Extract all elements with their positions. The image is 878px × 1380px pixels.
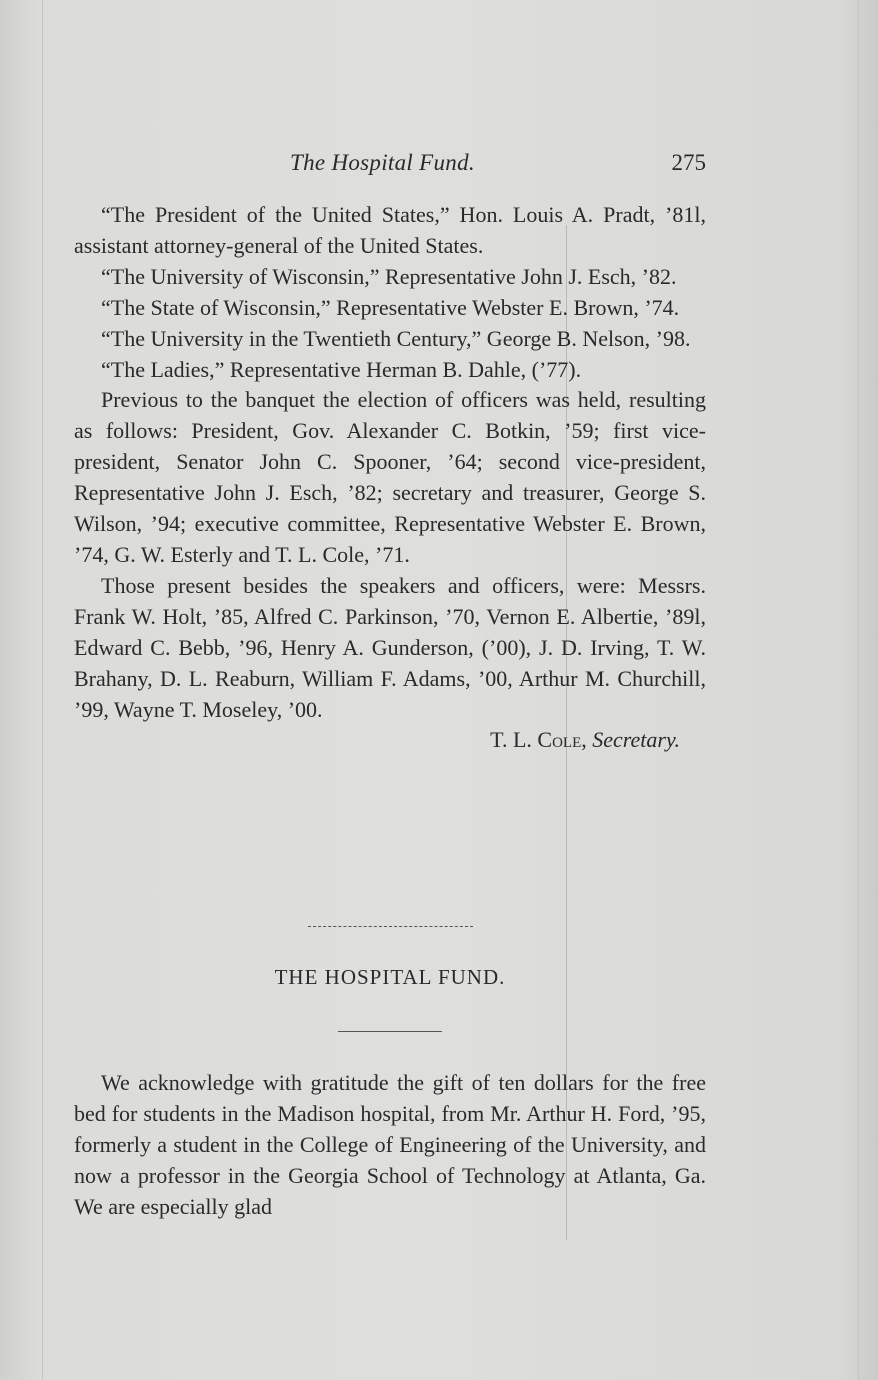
paragraph-hospital-fund: We acknowledge with gratitude the gift of ten dollars for the free bed for students in the Madison hospital, from Mr. Arthur H. Ford, ’95, formerly a student in the College of Engineering of the University, and now a professor in the Georgia School of Technology at Atlanta, Ga. We are especially glad — [74, 1070, 706, 1219]
separator-rule — [308, 926, 473, 927]
paragraph-toast-president: “The President of the United States,” Hon. Louis A. Pradt, ’81l, assistant attorney-general of the United States. — [74, 202, 706, 258]
paragraph-toast-ladies: “The Ladies,” Representative Herman B. Dahle, (’77). — [101, 356, 582, 382]
section-heading: THE HOSPITAL FUND. — [274, 965, 506, 989]
section-body — [74, 1068, 706, 1223]
signature — [74, 725, 706, 756]
body-text — [74, 200, 706, 756]
signature-title: Secretary. — [592, 727, 680, 753]
paragraph-election: Previous to the banquet the election of officers was held, resulting as follows: President, Gov. Alexander C. Botkin, ’59; first vice-president, Senator John C. Spooner, ’64; second vice-president, Representative John J. Esch, ’82; secretary and treasurer, George S. Wilson, ’94; executive committee, Representative Webster E. Brown, ’74, G. W. Esterly and T. L. Cole, ’71. — [74, 387, 706, 567]
signature-name: T. L. Cole, — [490, 727, 587, 753]
heading-rule — [338, 1031, 442, 1032]
running-head — [74, 150, 706, 180]
running-title: The Hospital Fund. — [290, 150, 475, 175]
page-number: 275 — [671, 150, 706, 175]
paragraph-attendees: Those present besides the speakers and officers, were: Messrs. Frank W. Holt, ’85, Alfred C. Parkinson, ’70, Vernon E. Albertie, ’89l, Edward C. Bebb, ’96, Henry A. Gunderson, (’00), J. D. Irving, T. W. Brahany, D. L. Reaburn, William F. Adams, ’00, Arthur M. Churchill, ’99, Wayne T. Moseley, ’00. — [74, 572, 706, 722]
paragraph-toast-state: “The State of Wisconsin,” Representative Webster E. Brown, ’74. — [101, 294, 680, 320]
page-edge-right — [858, 0, 859, 1380]
page-edge-left — [42, 0, 43, 1380]
paragraph-toast-university: “The University of Wisconsin,” Representative John J. Esch, ’82. — [101, 263, 677, 289]
paragraph-toast-century: “The University in the Twentieth Century,” George B. Nelson, ’98. — [101, 325, 691, 351]
